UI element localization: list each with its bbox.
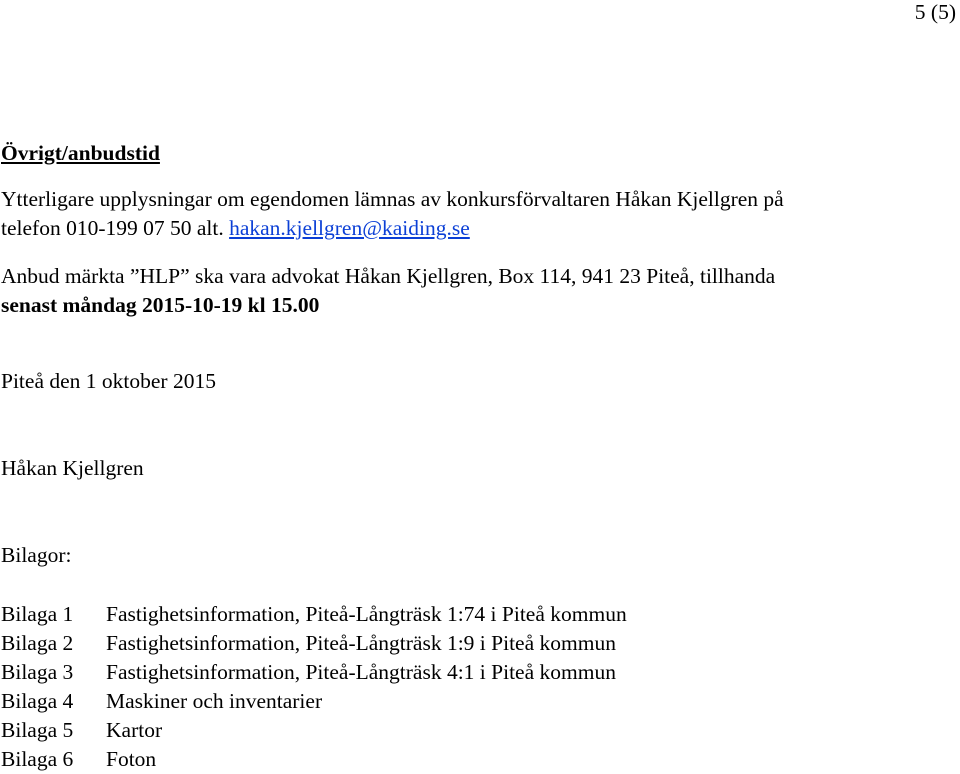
attachment-description: Fastighetsinformation, Piteå-Långträsk 1:9 i Piteå kommun bbox=[106, 631, 616, 655]
attachment-description: Fastighetsinformation, Piteå-Långträsk 1:74 i Piteå kommun bbox=[106, 602, 627, 626]
attachment-label: Bilaga 4 bbox=[1, 689, 74, 713]
bid-line-1: Anbud märkta ”HLP” ska vara advokat Håkan Kjellgren, Box 114, 941 23 Piteå, tillhanda bbox=[1, 264, 776, 288]
phone-text: telefon 010-199 07 50 alt. bbox=[1, 216, 230, 240]
section-heading: Övrigt/anbudstid bbox=[1, 141, 160, 165]
page-number: 5 (5) bbox=[914, 0, 956, 24]
attachment-description: Fastighetsinformation, Piteå-Långträsk 4:1 i Piteå kommun bbox=[106, 660, 616, 684]
attachment-description: Kartor bbox=[106, 718, 163, 742]
attachment-label: Bilaga 2 bbox=[1, 631, 74, 655]
info-line-1: Ytterligare upplysningar om egendomen lämnas av konkursförvaltaren Håkan Kjellgren på bbox=[1, 187, 784, 211]
bid-deadline: senast måndag 2015-10-19 kl 15.00 bbox=[1, 293, 320, 317]
date-line: Piteå den 1 oktober 2015 bbox=[1, 369, 216, 393]
attachment-label: Bilaga 1 bbox=[1, 602, 74, 626]
attachment-description: Maskiner och inventarier bbox=[106, 689, 323, 713]
attachment-label: Bilaga 3 bbox=[1, 660, 74, 684]
attachments-heading: Bilagor: bbox=[1, 543, 72, 567]
attachment-label: Bilaga 6 bbox=[1, 747, 74, 771]
signature-name: Håkan Kjellgren bbox=[1, 456, 144, 480]
attachment-label: Bilaga 5 bbox=[1, 718, 74, 742]
email-link[interactable]: hakan.kjellgren@kaiding.se bbox=[229, 216, 470, 240]
info-line-2 bbox=[1, 216, 470, 241]
attachment-description: Foton bbox=[106, 747, 157, 771]
